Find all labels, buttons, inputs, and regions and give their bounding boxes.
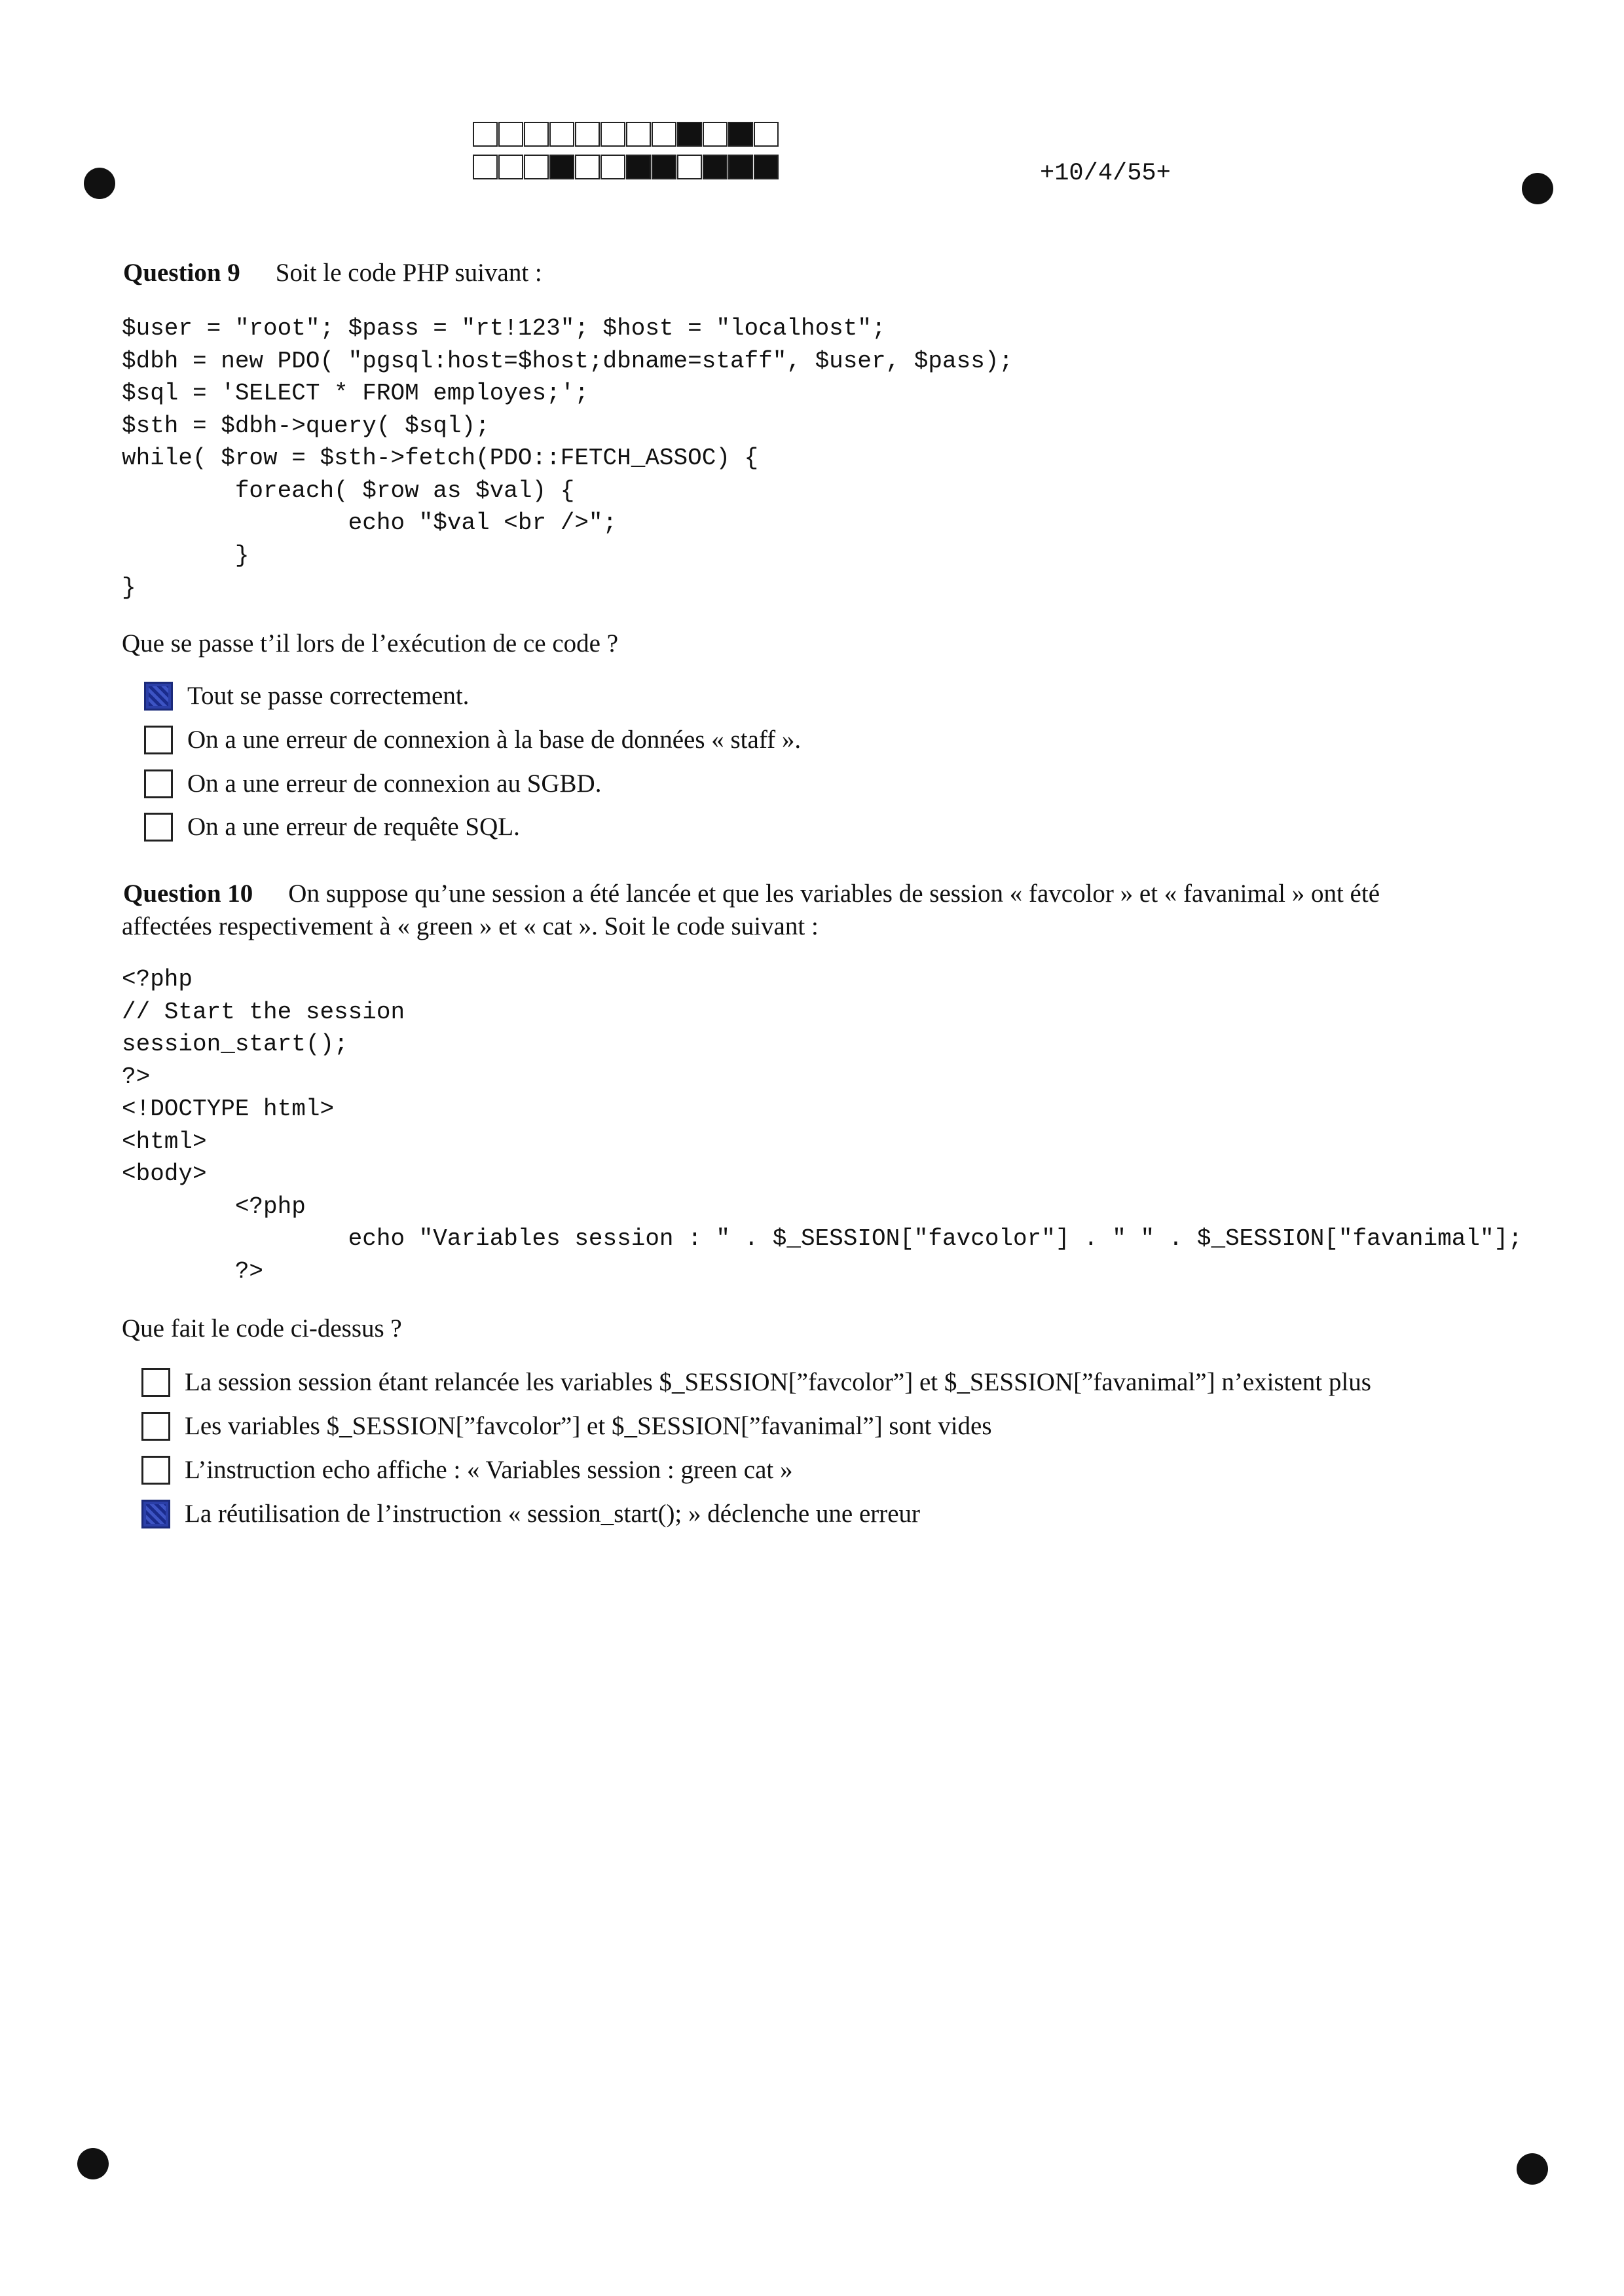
question-10-intro-continued: affectées respectivement à « green » et « cat ». Soit le code suivant :	[122, 912, 819, 940]
checkbox[interactable]	[144, 682, 173, 711]
q9-option-3[interactable]	[144, 769, 601, 798]
question-9-header	[123, 258, 542, 287]
question-10-code: <?php // Start the session session_start(); ?> <!DOCTYPE html> <html> <body> <?php echo "Variables session : " . $_SESSION["favcolor"] . " " . $_SESSION["favanimal"]; ?>	[122, 966, 1522, 1285]
barcode-cell	[728, 122, 753, 147]
q10-option-2[interactable]	[141, 1411, 992, 1441]
barcode-cell	[703, 122, 728, 147]
barcode-cell	[498, 155, 523, 179]
barcode-row-2	[473, 155, 779, 179]
q9-option-3-label: On a une erreur de connexion au SGBD.	[187, 769, 602, 798]
barcode-cell	[549, 122, 574, 147]
question-9-label: Question 9	[123, 259, 240, 287]
checkbox[interactable]	[141, 1368, 170, 1397]
barcode-cell	[677, 155, 702, 179]
checkbox[interactable]	[144, 769, 173, 798]
barcode-cell	[575, 122, 600, 147]
barcode-cell	[549, 155, 574, 179]
registration-mark-bottom-left	[77, 2148, 109, 2179]
checkbox[interactable]	[141, 1456, 170, 1485]
q9-option-1-label: Tout se passe correctement.	[187, 682, 470, 710]
barcode-cell	[473, 122, 498, 147]
question-10-intro: On suppose qu’une session a été lancée et que les variables de session « favcolor » et « favanimal » ont été	[288, 880, 1380, 908]
barcode-cell	[728, 155, 753, 179]
barcode-cell	[652, 122, 676, 147]
q10-option-3[interactable]	[141, 1455, 793, 1485]
registration-mark-top-right	[1522, 173, 1553, 204]
barcode-cell	[600, 122, 625, 147]
q9-option-2-label: On a une erreur de connexion à la base de données « staff ».	[187, 726, 802, 754]
question-10-label: Question 10	[123, 880, 253, 908]
registration-mark-bottom-right	[1517, 2153, 1548, 2185]
q10-option-4-label: La réutilisation de l’instruction « session_start(); » déclenche une erreur	[185, 1500, 921, 1528]
checkbox[interactable]	[141, 1500, 170, 1528]
q10-option-2-label: Les variables $_SESSION[”favcolor”] et $_SESSION[”favanimal”] sont vides	[185, 1412, 992, 1440]
barcode-cell	[677, 122, 702, 147]
checkbox[interactable]	[144, 726, 173, 754]
q10-option-1[interactable]	[141, 1367, 1371, 1397]
registration-mark-top-left	[84, 168, 115, 199]
q9-option-4-label: On a une erreur de requête SQL.	[187, 813, 520, 841]
barcode-cell	[498, 122, 523, 147]
checkbox[interactable]	[141, 1412, 170, 1441]
question-9-prompt: Que se passe t’il lors de l’exécution de ce code ?	[122, 629, 619, 657]
q10-option-4[interactable]	[141, 1499, 920, 1528]
q9-option-4[interactable]	[144, 812, 520, 842]
checkbox[interactable]	[144, 813, 173, 842]
q10-option-1-label: La session session étant relancée les variables $_SESSION[”favcolor”] et $_SESSION[”favanimal”] n’existent plus	[185, 1368, 1371, 1396]
barcode-cell	[524, 155, 549, 179]
barcode-cell	[473, 155, 498, 179]
barcode-cell	[575, 155, 600, 179]
q9-option-1[interactable]	[144, 681, 469, 711]
barcode-cell	[754, 155, 779, 179]
barcode-cell	[524, 122, 549, 147]
question-9-code: $user = "root"; $pass = "rt!123"; $host = "localhost"; $dbh = new PDO( "pgsql:host=$host;dbname=staff", $user, $pass); $sql = 'SELECT * FROM employes;'; $sth = $dbh->query( $sql); while( $row = $sth->fetch(PDO::FETCH_ASSOC) { foreach( $row as $val) { echo "$val <br />"; } }	[122, 315, 1014, 601]
barcode-cell	[626, 155, 651, 179]
question-10-prompt: Que fait le code ci-dessus ?	[122, 1314, 402, 1342]
q10-option-3-label: L’instruction echo affiche : « Variables session : green cat »	[185, 1456, 793, 1484]
question-9-intro: Soit le code PHP suivant :	[275, 259, 542, 287]
question-10-header	[123, 879, 1380, 908]
barcode-cell	[600, 155, 625, 179]
page-id: +10/4/55+	[1040, 160, 1171, 187]
barcode-row-1	[473, 122, 779, 147]
barcode-cell	[626, 122, 651, 147]
barcode-cell	[754, 122, 779, 147]
barcode-cell	[703, 155, 728, 179]
barcode-cell	[652, 155, 676, 179]
q9-option-2[interactable]	[144, 725, 801, 754]
